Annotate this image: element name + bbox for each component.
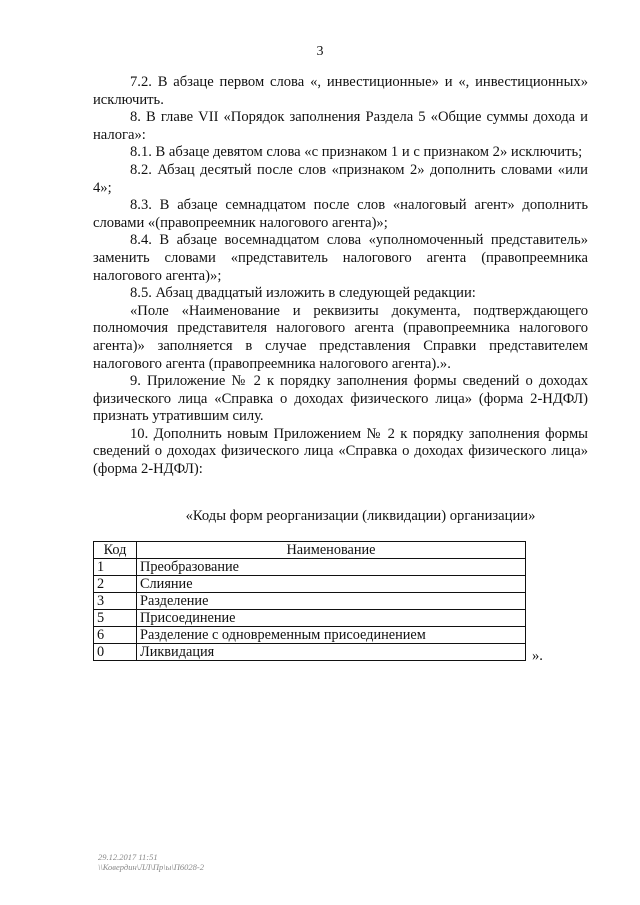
row-code: 2: [94, 576, 137, 593]
row-code: 6: [94, 627, 137, 644]
table-header-row: [94, 542, 526, 559]
row-name: Разделение: [137, 593, 526, 610]
table-row: [94, 644, 526, 661]
paragraph-8-5: 8.5. Абзац двадцатый изложить в следующей редакции:: [130, 285, 476, 302]
closing-mark: ».: [532, 648, 543, 664]
table-row: [94, 610, 526, 627]
row-name: Разделение с одновременным присоединением: [137, 627, 526, 644]
header-code: Код: [94, 542, 137, 559]
row-name: Ликвидация: [137, 644, 526, 661]
table-title: «Коды форм реорганизации (ликвидации) организации»: [185, 508, 536, 524]
footer-stamp: [98, 852, 204, 872]
row-code: 3: [94, 593, 137, 610]
body-text: [93, 74, 588, 479]
row-name: Преобразование: [137, 559, 526, 576]
reorganization-codes-table: [93, 541, 526, 661]
paragraph-7-2: 7.2. В абзаце первом слова «, инвестиционные» и «, инвестиционных» исключить.: [93, 74, 588, 108]
row-name: Присоединение: [137, 610, 526, 627]
paragraph-8: 8. В главе VII «Порядок заполнения Раздела 5 «Общие суммы дохода и налога»:: [93, 109, 588, 143]
paragraph-10: 10. Дополнить новым Приложением № 2 к порядку заполнения формы сведений о доходах физического лица «Справка о доходах физического лица» (форма 2-НДФЛ):: [93, 425, 588, 478]
table-row: [94, 627, 526, 644]
page-number: 3: [316, 44, 324, 59]
row-name: Слияние: [137, 576, 526, 593]
paragraph-8-1: 8.1. В абзаце девятом слова «с признаком 1 и с признаком 2» исключить;: [130, 144, 583, 161]
row-code: 0: [94, 644, 137, 661]
paragraph-8-2: 8.2. Абзац десятый после слов «признаком 2» дополнить словами «или 4»;: [93, 161, 588, 196]
paragraph-8-3: 8.3. В абзаце семнадцатом после слов «налоговый агент» дополнить словами «(правопреемник налогового агента)»;: [93, 197, 588, 231]
row-code: 1: [94, 559, 137, 576]
paragraph-9: 9. Приложение № 2 к порядку заполнения формы сведений о доходах физического лица «Справка о доходах физического лица» (форма 2-НДФЛ) признать утратившим силу.: [93, 373, 588, 425]
table-row: [94, 593, 526, 610]
table-row: [94, 559, 526, 576]
row-code: 5: [94, 610, 137, 627]
header-name: Наименование: [137, 542, 526, 559]
paragraph-8-5-quote: «Поле «Наименование и реквизиты документа, подтверждающего полномочия представителя налогового агента (правопреемника налогового агента)» заполняется в случае представления Справки представителем налогового агента (правопреемника налогового агента).».: [93, 302, 588, 372]
footer-timestamp: 29.12.2017 11:51: [98, 852, 158, 862]
paragraph-8-4: 8.4. В абзаце восемнадцатом слова «уполномоченный представитель» заменить словами «представитель налогового агента (правопреемника налогового агента)»;: [93, 232, 588, 284]
footer-file-path: \\Ковердин\ЛЛ\Пр\ы\П6028-2: [98, 862, 204, 872]
table-row: [94, 576, 526, 593]
